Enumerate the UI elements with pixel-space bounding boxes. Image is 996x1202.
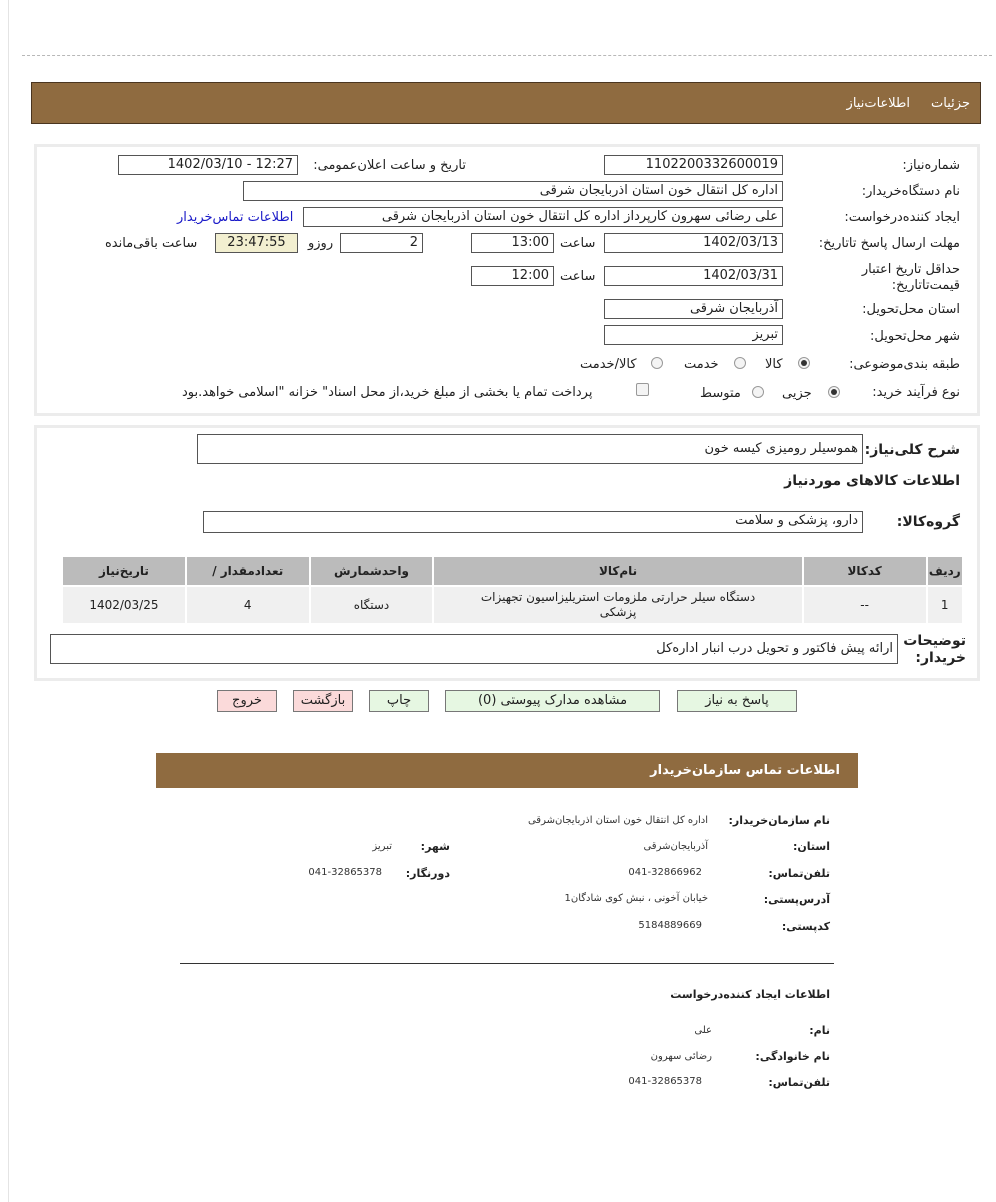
price-validity-time-label: ساعت [560, 269, 596, 284]
buyer-contact-link[interactable]: اطلاعات تماس‌خریدار [177, 210, 294, 225]
province-field: آذربایجان شرقی [604, 299, 783, 319]
creator-name-label: نام: [809, 1024, 830, 1037]
category-both-radio[interactable] [651, 357, 663, 369]
dashed-separator [22, 55, 992, 56]
category-service-label: خدمت [684, 357, 719, 372]
announce-datetime-field: 1402/03/10 - 12:27 [118, 155, 298, 175]
col-row: ردیف [928, 557, 963, 585]
process-minor-radio[interactable] [828, 386, 840, 398]
reply-time-field: 13:00 [471, 233, 554, 253]
details-header [31, 82, 981, 124]
requester-label: ایجاد کننده‌درخواست: [844, 210, 960, 225]
goods-table [61, 555, 964, 625]
fax-value: 041-32865378 [308, 867, 382, 878]
treasury-checkbox[interactable] [636, 383, 649, 396]
need-number-field: 1102200332600019 [604, 155, 783, 175]
process-minor-label: جزیی [782, 386, 812, 401]
category-service-radio[interactable] [734, 357, 746, 369]
reply-button[interactable]: پاسخ به نیاز [677, 690, 797, 712]
phone-value: 041-32866962 [628, 867, 702, 878]
address-label: آدرس‌پستی: [763, 893, 830, 906]
price-validity-date-field: 1402/03/31 [604, 266, 783, 286]
need-number-label: شماره‌نیاز: [902, 158, 960, 173]
contact-province-label: استان: [793, 840, 830, 853]
row-code: -- [804, 587, 926, 623]
creator-title: اطلاعات ایجاد کننده‌درخواست [670, 988, 830, 1001]
reply-deadline-label: مهلت ارسال پاسخ تا‌تاریخ: [818, 236, 960, 251]
reply-time-label: ساعت [560, 236, 596, 251]
org-label: نام سازمان‌خریدار: [728, 814, 830, 827]
postal-value: 5184889669 [638, 920, 702, 931]
creator-phone-label: تلفن‌تماس: [768, 1076, 830, 1089]
city-label: شهر محل‌تحویل: [870, 329, 960, 344]
category-goods-radio[interactable] [798, 357, 810, 369]
creator-name-value: علی [694, 1025, 712, 1036]
contact-divider [180, 963, 834, 964]
goods-info-title: اطلاعات کالاهای موردنیاز [784, 473, 960, 489]
creator-phone-value: 041-32865378 [628, 1076, 702, 1087]
category-both-label: کالا/خدمت [580, 357, 637, 372]
treasury-note: پرداخت تمام یا بخشی از مبلغ خرید،از محل اسناد" خزانه "اسلامی خواهد.بود [182, 385, 593, 400]
postal-label: کدپستی: [781, 920, 830, 933]
row-number: 1 [928, 587, 963, 623]
print-button[interactable]: چاپ [369, 690, 429, 712]
col-unit: واحدشمارش [311, 557, 433, 585]
tab-need-info[interactable]: اطلاعات‌نیاز [846, 96, 910, 111]
general-desc-field: هموسیلر رومیزی کیسه خون [197, 434, 863, 464]
province-label: استان محل‌تحویل: [862, 302, 960, 317]
col-code: کدکالا [804, 557, 926, 585]
row-unit: دستگاه [311, 587, 433, 623]
requester-field: علی رضائی سهرون کارپرداز اداره کل انتقال خون استان اذربایجان شرقی [303, 207, 783, 227]
price-validity-label: حداقل تاریخ اعتبار قیمت‌تا‌تاریخ: [861, 262, 960, 293]
back-button[interactable]: بازگشت [293, 690, 353, 712]
table-row [63, 587, 962, 623]
general-desc-label: شرح کلی‌نیاز: [864, 442, 960, 458]
fax-label: دورنگار: [405, 867, 450, 880]
creator-family-value: رضائی سهرون [650, 1051, 712, 1062]
goods-table-header-row [63, 557, 962, 585]
buyer-notes-field: ارائه پیش فاکتور و تحویل درب انبار اداره‌کل [50, 634, 898, 664]
row-quantity: 4 [187, 587, 309, 623]
goods-group-label: گروه‌کالا: [896, 514, 960, 530]
buyer-org-field: اداره کل انتقال خون استان اذربایجان شرقی [243, 181, 783, 201]
remaining-label: ساعت باقی‌مانده [105, 236, 198, 251]
contact-province-value: آذربایجان‌شرقی [643, 841, 708, 852]
remaining-time-field: 23:47:55 [215, 233, 298, 253]
creator-family-label: نام خانوادگی: [755, 1050, 830, 1063]
org-value: اداره کل انتقال خون استان اذربایجان‌شرقی [527, 815, 708, 826]
view-attachments-button[interactable]: مشاهده مدارک پیوستی (0) [445, 690, 660, 712]
city-field: تبریز [604, 325, 783, 345]
tab-details[interactable]: جزئیات [931, 96, 970, 111]
buyer-org-label: نام دستگاه‌خریدار: [861, 184, 960, 199]
category-label: طبقه بندی‌موضوعی: [849, 357, 960, 372]
buyer-notes-label: توضیحات خریدار: [903, 633, 966, 666]
goods-group-field: دارو، پزشکی و سلامت [203, 511, 863, 533]
col-date: تاریخ‌نیاز [63, 557, 185, 585]
process-medium-radio[interactable] [752, 386, 764, 398]
left-border-line [8, 0, 9, 1202]
address-value: خیابان آخونی ، نبش کوی شادگان1 [564, 893, 708, 904]
exit-button[interactable]: خروج [217, 690, 277, 712]
row-name: دستگاه سیلر حرارتی ملزومات استریلیزاسیون تجهیزات پزشکی [434, 587, 801, 623]
col-quantity: تعدادمقدار / [187, 557, 309, 585]
days-field: 2 [340, 233, 423, 253]
contact-city-value: تبریز [372, 841, 392, 852]
process-label: نوع فرآیند خرید: [872, 385, 960, 400]
row-date: 1402/03/25 [63, 587, 185, 623]
buyer-contact-header [156, 753, 858, 788]
col-name: نام‌کالا [434, 557, 801, 585]
price-validity-time-field: 12:00 [471, 266, 554, 286]
buyer-contact-title: اطلاعات تماس سازمان‌خریدار [650, 763, 840, 778]
phone-label: تلفن‌تماس: [768, 867, 830, 880]
contact-city-label: شهر: [420, 840, 450, 853]
announce-label: تاریخ و ساعت اعلان‌عمومی: [313, 158, 466, 173]
reply-date-field: 1402/03/13 [604, 233, 783, 253]
process-medium-label: متوسط [700, 386, 741, 401]
category-goods-label: کالا [765, 357, 783, 372]
days-label: روزو [308, 236, 334, 251]
